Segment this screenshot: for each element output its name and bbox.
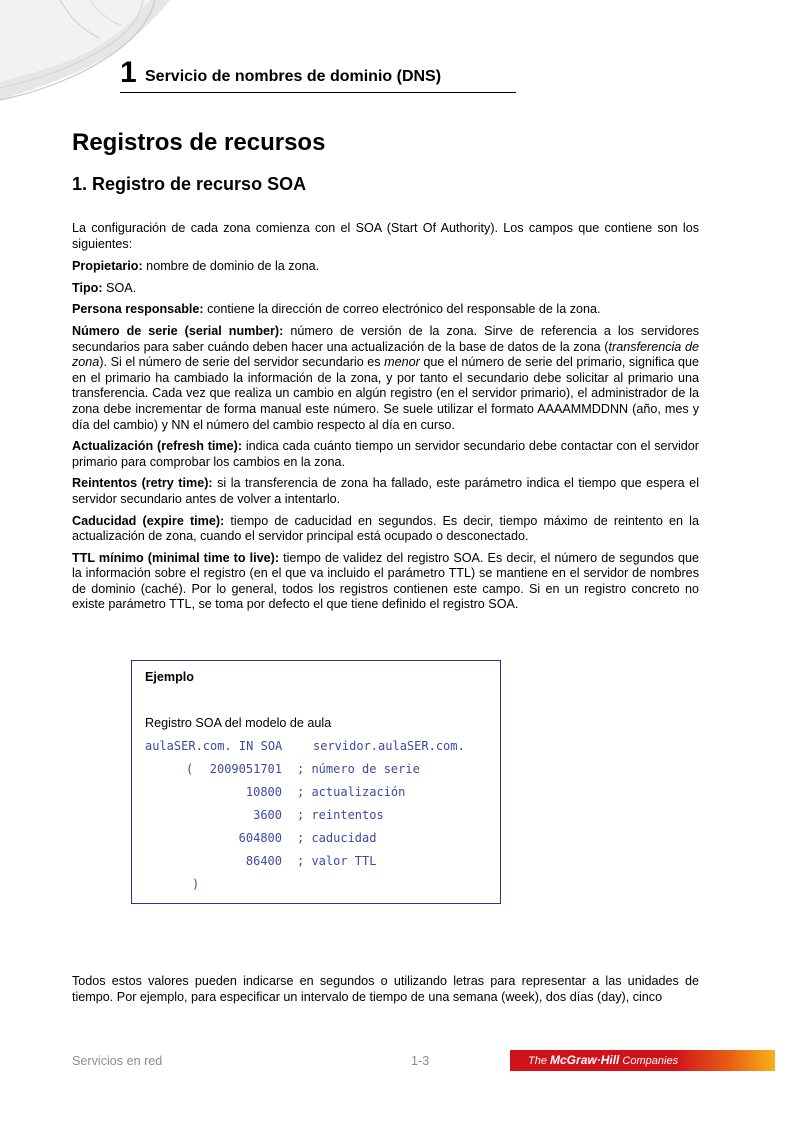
field-term: Actualización (refresh time): (72, 439, 243, 454)
code-value: 10800 (245, 785, 282, 799)
body-text (72, 221, 699, 619)
code-open-paren: ( (186, 762, 194, 776)
field-emphasis: menor (384, 355, 420, 370)
code-value: 86400 (245, 854, 282, 868)
publisher-logo-prefix: The (528, 1055, 551, 1067)
example-box (131, 660, 501, 904)
chapter-header (120, 56, 516, 93)
code-comment: ; reintentos (297, 808, 384, 822)
code-value: 3600 (253, 808, 282, 822)
field-serial-number (72, 324, 699, 433)
field-term: Persona responsable: (72, 302, 204, 317)
field-description: número de versión de la zona. Sirve de referencia a los servidores secundarios para saber cuándo deben hacer una actualización de la base de datos de la zona ( (72, 323, 699, 354)
footer-page-number: 1-3 (411, 1054, 430, 1068)
field-description: ). Si el número de serie del servidor secundario es (99, 355, 385, 370)
field-term: Caducidad (expire time): (72, 513, 225, 528)
code-record-owner: aulaSER.com. IN SOA (145, 739, 283, 753)
field-description: SOA. (102, 280, 137, 295)
field-emphasis: transferencia de zona (72, 339, 699, 370)
footer-book-title: Servicios en red (72, 1054, 163, 1068)
publisher-logo (510, 1050, 775, 1071)
field-responsible (72, 302, 699, 318)
field-min-ttl (72, 551, 699, 613)
publisher-logo-name: McGraw·Hill (550, 1053, 620, 1067)
code-comment: ; número de serie (297, 762, 420, 776)
subsection-title: 1. Registro de recurso SOA (72, 174, 307, 194)
field-term: TTL mínimo (minimal time to live): (72, 550, 280, 565)
field-description: nombre de dominio de la zona. (142, 259, 320, 274)
field-term: Número de serie (serial number): (72, 323, 284, 338)
code-comment: ; valor TTL (297, 854, 377, 868)
intro-paragraph: La configuración de cada zona comienza con el SOA (Start Of Authority). Los campos que contiene son los siguientes: (72, 221, 699, 251)
field-retry (72, 476, 699, 507)
field-owner (72, 259, 699, 275)
code-record-server: servidor.aulaSER.com. (313, 739, 465, 753)
example-title: Ejemplo (145, 670, 194, 684)
field-description: que el número de serie del primario, significa que en el primario ha cambiado la información de la zona, y por tanto el secundario debe solicitar al primario una transferencia. Cada vez que realiza un cambio en algún registro (en el servidor primario), el administrador de la zona debe incrementar de forma manual este número. Se suele utilizar el formato AAAAMMDDNN (año, mes y día del cambio) y NN el número del cambio respecto al día en curso. (72, 355, 699, 432)
chapter-title: Servicio de nombres de dominio (DNS) (145, 68, 442, 85)
field-expire (72, 514, 699, 545)
publisher-logo-suffix: Companies (619, 1055, 679, 1067)
field-term: Reintentos (retry time): (72, 476, 213, 491)
code-comment: ; actualización (297, 785, 406, 799)
chapter-number: 1 (120, 56, 137, 89)
code-value: 2009051701 (209, 762, 282, 776)
field-refresh (72, 439, 699, 470)
field-type (72, 281, 699, 297)
code-comment: ; caducidad (297, 831, 377, 845)
field-description: indica cada cuánto tiempo un servidor secundario debe contactar con el servidor primario para comprobar los cambios en la zona. (72, 439, 699, 469)
code-value: 604800 (238, 831, 282, 845)
field-description: contiene la dirección de correo electrónico del responsable de la zona. (203, 302, 601, 317)
code-close-paren: ) (192, 877, 200, 891)
publisher-logo-text (528, 1053, 678, 1069)
field-description: tiempo de caducidad en segundos. Es decir, tiempo máximo de reintento en la actualización de zona, cuando el servidor principal está ocupado o desconectado. (72, 513, 699, 544)
field-description: tiempo de validez del registro SOA. Es decir, el número de segundos que la información sobre el registro (en el que va incluido el parámetro TTL) se mantiene en el servidor de nombres de dominio (caché). Por lo general, todos los registros contienen este campo. Si en un registro concreto no existe parámetro TTL, se toma por defecto el que tiene definido el registro SOA. (72, 550, 699, 612)
field-term: Propietario: (72, 259, 143, 274)
section-title: Registros de recursos (72, 129, 326, 156)
example-subtitle: Registro SOA del modelo de aula (145, 716, 332, 730)
closing-text (72, 974, 699, 1005)
field-description: si la transferencia de zona ha fallado, este parámetro indica el tiempo que espera el servidor secundario antes de volver a intentarlo. (72, 476, 699, 506)
field-term: Tipo: (72, 280, 103, 295)
closing-paragraph: Todos estos valores pueden indicarse en segundos o utilizando letras para representar a las unidades de tiempo. Por ejemplo, para especificar un intervalo de tiempo de una semana (week), dos días (day), cinco (72, 974, 699, 1004)
